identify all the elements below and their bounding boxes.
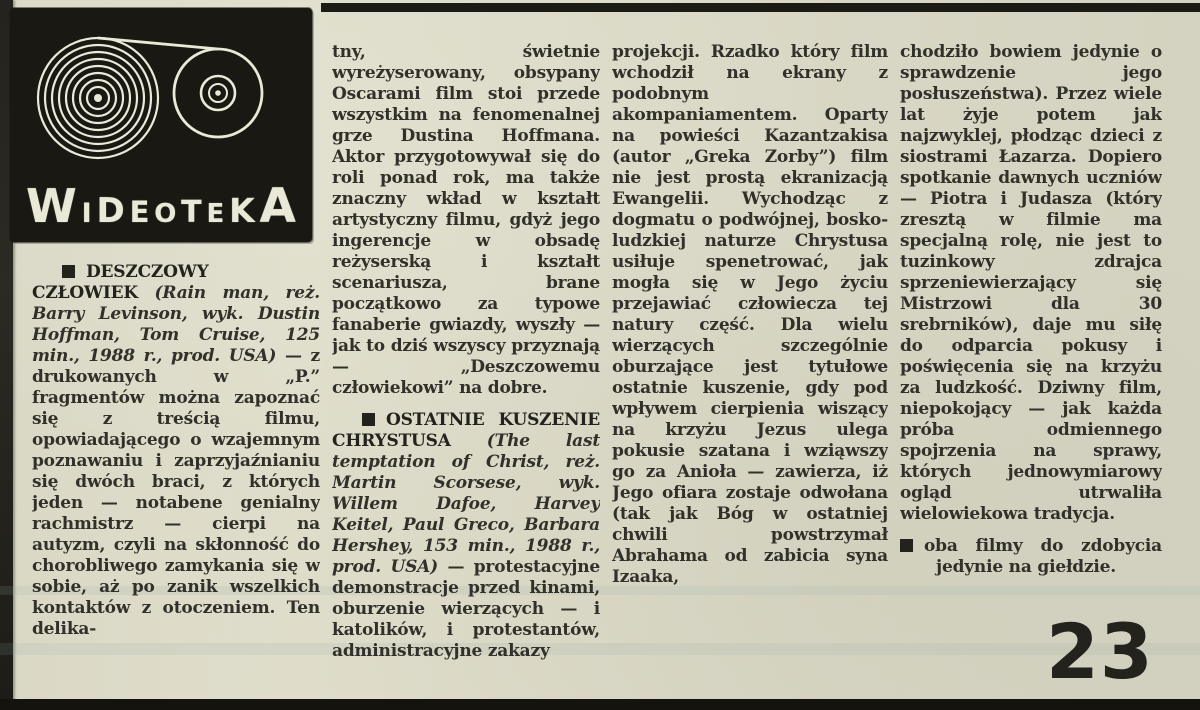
article-column-1 <box>32 262 320 682</box>
bullet-square-icon <box>900 539 913 552</box>
paragraph-continuation <box>332 42 600 399</box>
tape-reels-icon <box>10 18 312 166</box>
paragraph-text: oba filmy do zdobycia jedynie na giełdzie. <box>924 536 1162 577</box>
paragraph-continuation <box>612 42 888 588</box>
film-review-rain-man <box>32 262 320 640</box>
film-credits: (The last temptation of Christ, reż. Martin Scorsese, wyk. Willem Dafoe, Harvey Keitel, Paul Greco, Barbara Hershey, 153 min., 1988 r., prod. USA) <box>332 431 600 577</box>
logo-letter: K <box>229 191 255 230</box>
paragraph-text: — z drukowanych w „P.” fragmentów można zapoznać się z treścią filmu, opowiadającego o wzajemnym poznawaniu i zaprzyjaźnianiu się dwóch braci, z których jeden — notabene genialny rachmistrz — cierpi na autyzm, czyli na skłonność do chorobliwego zamykania się w sobie, aż po zanik wszelkich kontaktów z otoczeniem. Ten delika- <box>32 346 320 639</box>
logo-letter: O <box>154 199 177 229</box>
page-number: 23 <box>1046 607 1154 696</box>
wideoteka-logo <box>10 8 312 242</box>
film-credits: (Rain man, reż. Barry Levinson, wyk. Dustin Hoffman, Tom Cruise, 125 min., 1988 r., prod. USA) <box>32 283 320 366</box>
bottom-rule <box>0 699 1200 710</box>
logo-letter: T <box>181 195 202 230</box>
paragraph-text: — protestacyjne demonstracje przed kinami, oburzenie wierzących — i katolików, i protestantów, administracyjne zakazy <box>332 557 600 661</box>
paragraph-continuation <box>900 42 1162 525</box>
article-column-2 <box>332 42 600 692</box>
top-rule <box>321 3 1200 12</box>
availability-note <box>900 536 1162 578</box>
logo-letter: E <box>206 199 225 229</box>
article-column-3 <box>612 42 888 692</box>
logo-letter: W <box>26 179 77 233</box>
film-title: DESZCZOWY CZŁOWIEK <box>32 262 209 303</box>
film-title: OSTATNIE KUSZENIE CHRYSTUSA <box>332 410 600 451</box>
logo-letter: I <box>81 198 92 229</box>
article-column-4 <box>900 42 1162 696</box>
bullet-square-icon <box>62 265 75 278</box>
logo-letter: D <box>96 191 125 231</box>
film-review-last-temptation <box>332 410 600 662</box>
paragraph-text: projekcji. Rzadko który film wchodził na ekrany z podobnym akompaniamentem. Oparty na powieści Kazantzakisa (autor „Greka Zorby”) film nie jest prostą ekranizacją Ewangelii. Wychodząc z dogmatu o podwójnej, bosko-ludzkiej naturze Chrystusa usiłuje spenetrować, jak mogła się w Jego życiu przejawiać człowiecza tej natury część. Dla wielu wierzących szczególnie oburzające jest tytułowe ostatnie kuszenie, gdy pod wpływem cierpienia wiszący na krzyżu Jezus ulega pokusie szatana i wziąwszy go za Anioła — zawierza, iż Jego ofiara zostaje odwołana (tak jak Bóg w ostatniej chwili powstrzymał Abrahama od zabicia syna Izaaka, <box>612 42 888 587</box>
paragraph-text: chodziło bowiem jedynie o sprawdzenie jego posłuszeństwa). Przez wiele lat żyje potem jak najzwyklej, płodząc dzieci z siostrami Łazarza. Dopiero spotkanie dawnych uczniów — Piotra i Judasza (który zresztą w filmie ma specjalną rolę, nie jest to tuzinkowy zdrajca sprzeniewierzający się Mistrzowi dla 30 srebrników), daje mu siłę do odparcia pokusy i poświęcenia się na krzyżu za ludzkość. Dziwny film, niepokojący — jak każda próba odmiennego spojrzenia na sprawy, których jednowymiarowy ogląd utrwaliła wielowiekowa tradycja. <box>900 42 1162 524</box>
paragraph-text: tny, świetnie wyreżyserowany, obsypany Oscarami film stoi przede wszystkim na fenomenalnej grze Dustina Hoffmana. Aktor przygotowywał się do roli ponad rok, ma także znaczny wkład w kształt artystyczny filmu, gdyż jego ingerencje w obsadę reżyserską i kształt scenariusza, brane początkowo za typowe fanaberie gwiazdy, wyszły — jak to dziś wszyscy przyznają — „Deszczowemu człowiekowi” na dobre. <box>332 42 600 398</box>
logo-title <box>10 179 312 234</box>
logo-letter: E <box>129 195 150 229</box>
bullet-square-icon <box>362 413 375 426</box>
logo-letter: A <box>259 179 296 234</box>
